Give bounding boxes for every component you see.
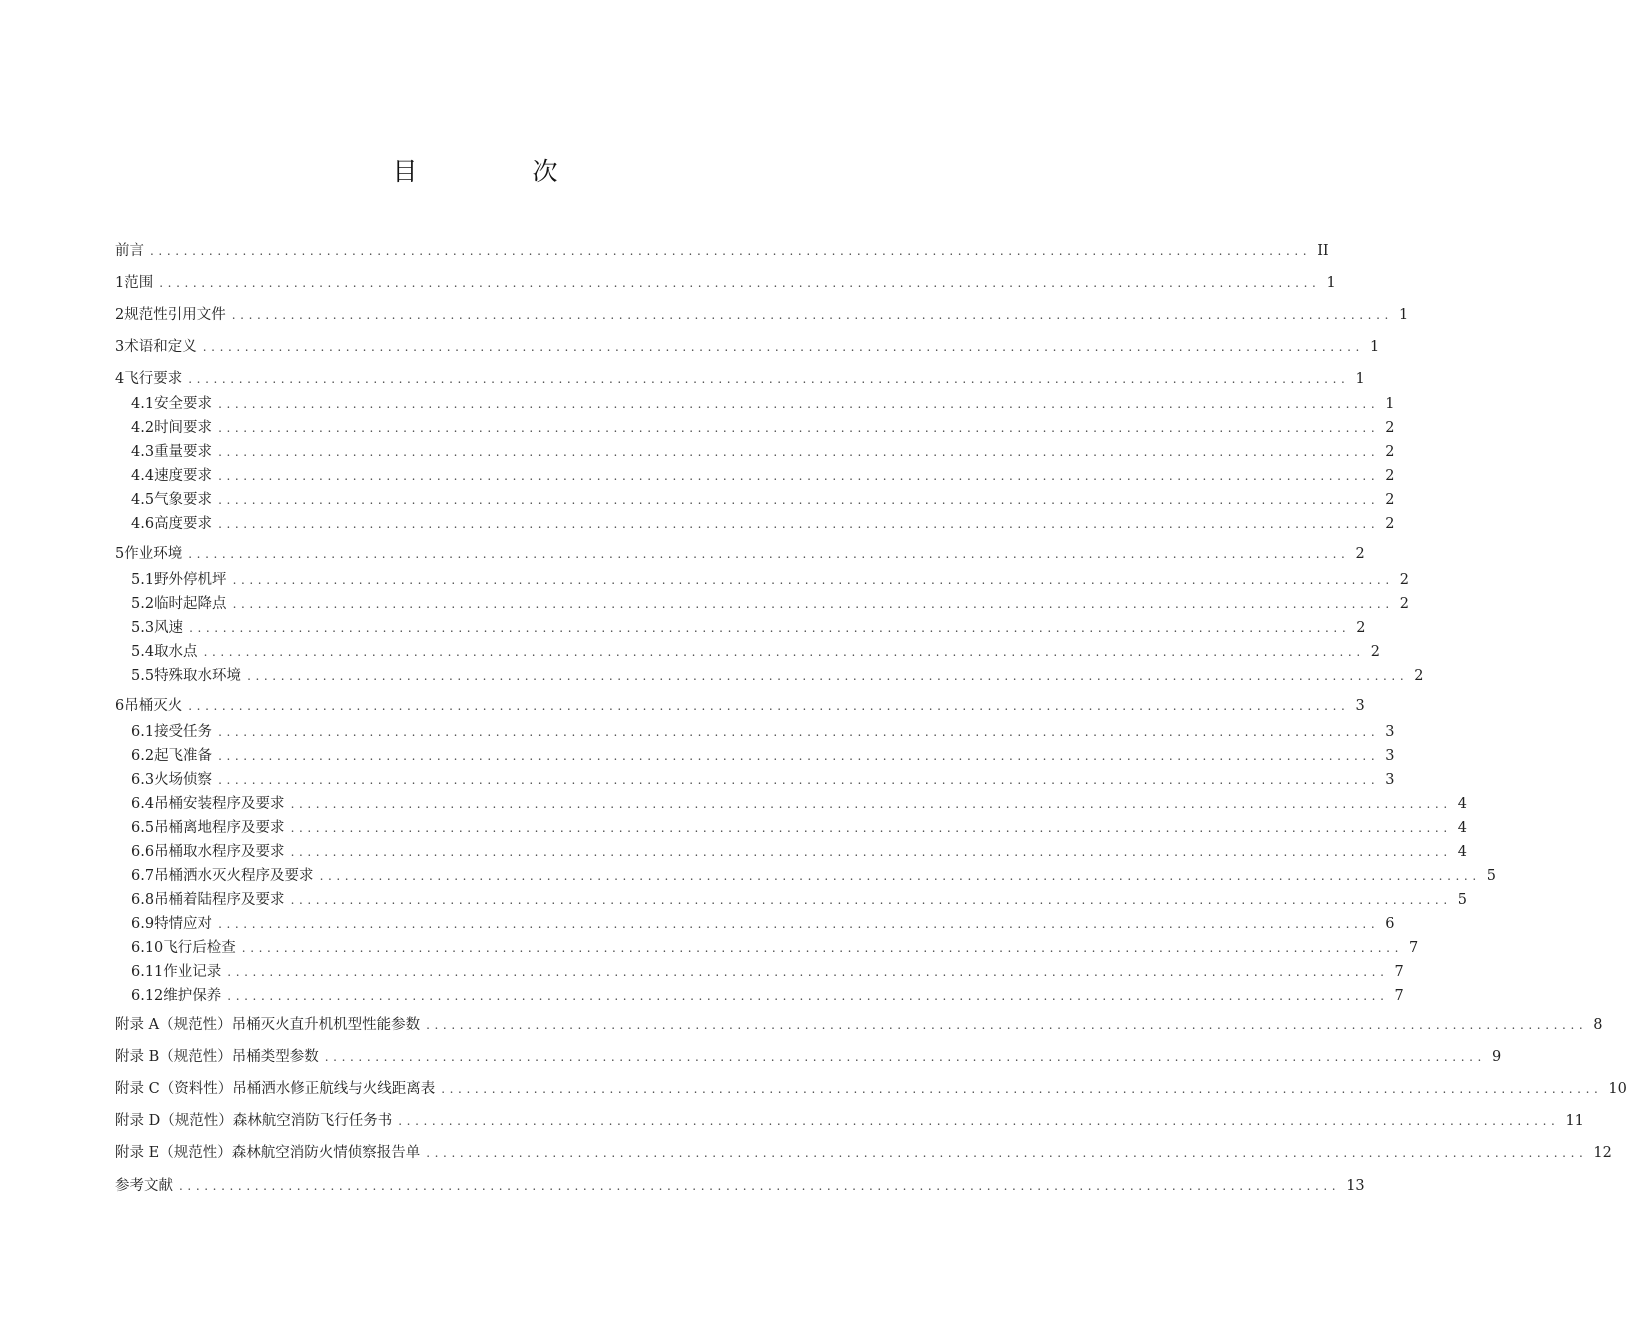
toc-entry-page: 2 bbox=[1399, 572, 1409, 588]
toc-entry-label: 规范性引用文件 bbox=[124, 307, 226, 323]
toc-entry-label: 前言 bbox=[115, 243, 144, 259]
toc-entry-appendix-b[interactable] bbox=[115, 1046, 1502, 1068]
leader-dots: .......................................................................................................................................... bbox=[441, 1082, 1603, 1096]
toc-entry-number: 附录 B（规范性） bbox=[115, 1049, 232, 1065]
leader-dots: .......................................................................................................................................... bbox=[218, 421, 1380, 435]
toc-entry-page: 4 bbox=[1457, 796, 1467, 812]
toc-entry-number: 5.2 bbox=[131, 596, 155, 612]
toc-entry-page: 8 bbox=[1593, 1017, 1603, 1033]
leader-dots: .......................................................................................................................................... bbox=[218, 469, 1380, 483]
toc-entry-label: 吊桶安装程序及要求 bbox=[154, 796, 285, 812]
toc-entry-number: 附录 A（规范性） bbox=[115, 1017, 232, 1033]
leader-dots: .......................................................................................................................................... bbox=[232, 573, 1394, 587]
toc-entry-label: 作业记录 bbox=[163, 964, 222, 980]
toc-entry-label: 火场侦察 bbox=[154, 772, 213, 788]
toc-entry-number: 5 bbox=[115, 546, 125, 562]
leader-dots: .......................................................................................................................................... bbox=[179, 1179, 1341, 1193]
leader-dots: .......................................................................................................................................... bbox=[188, 547, 1350, 561]
toc-entry-appendix-e[interactable] bbox=[115, 1142, 1612, 1164]
toc-entry-6-7[interactable] bbox=[131, 865, 1496, 887]
toc-entry-6-11[interactable] bbox=[131, 961, 1404, 983]
toc-entry-page: 1 bbox=[1369, 339, 1380, 355]
toc-entry-label: 吊桶灭火 bbox=[124, 698, 183, 714]
toc-entry-number: 5.4 bbox=[131, 644, 155, 660]
toc-entry-2[interactable] bbox=[115, 304, 1409, 326]
leader-dots: .......................................................................................................................................... bbox=[290, 845, 1452, 859]
toc-entry-label: 临时起降点 bbox=[154, 596, 227, 612]
leader-dots: .......................................................................................................................................... bbox=[218, 445, 1380, 459]
toc-entry-label: 作业环境 bbox=[124, 546, 183, 562]
toc-entry-label: 吊桶离地程序及要求 bbox=[154, 820, 285, 836]
leader-dots: .......................................................................................................................................... bbox=[202, 340, 1364, 354]
toc-entry-number: 4.4 bbox=[131, 468, 155, 484]
toc-entry-number: 6.7 bbox=[131, 868, 155, 884]
toc-entry-label: 起飞准备 bbox=[154, 748, 213, 764]
toc-entry-number: 3 bbox=[115, 339, 125, 355]
toc-entry-number: 4.2 bbox=[131, 420, 155, 436]
toc-entry-page: 4 bbox=[1457, 820, 1467, 836]
toc-entry-page: 1 bbox=[1385, 396, 1395, 412]
toc-entry-number: 6.9 bbox=[131, 916, 155, 932]
toc-entry-number: 5.3 bbox=[131, 620, 155, 636]
toc-entry-6-2[interactable] bbox=[131, 745, 1395, 767]
toc-entry-label: 飞行要求 bbox=[124, 371, 183, 387]
toc-entry-6-5[interactable] bbox=[131, 817, 1467, 839]
toc-entry-page: 2 bbox=[1385, 444, 1395, 460]
toc-entry-page: 3 bbox=[1355, 698, 1365, 714]
toc-entry-page: 5 bbox=[1486, 868, 1496, 884]
toc-entry-page: 3 bbox=[1385, 748, 1395, 764]
leader-dots: .......................................................................................................................................... bbox=[218, 517, 1380, 531]
toc-entry-preface[interactable] bbox=[115, 240, 1329, 262]
toc-entry-4-3[interactable] bbox=[131, 441, 1395, 463]
toc-entry-label: 高度要求 bbox=[154, 516, 213, 532]
toc-entry-number: 4.5 bbox=[131, 492, 155, 508]
toc-entry-page: 2 bbox=[1399, 596, 1409, 612]
toc-entry-number: 5.5 bbox=[131, 668, 155, 684]
toc-entry-label: 时间要求 bbox=[154, 420, 213, 436]
toc-entry-page: 2 bbox=[1385, 492, 1395, 508]
leader-dots: .......................................................................................................................................... bbox=[203, 645, 1365, 659]
toc-entry-6[interactable] bbox=[115, 695, 1365, 717]
toc-entry-number: 6.3 bbox=[131, 772, 155, 788]
toc-entry-page: 1 bbox=[1398, 307, 1409, 323]
toc-entry-4-6[interactable] bbox=[131, 513, 1395, 535]
toc-entry-page: 1 bbox=[1326, 275, 1336, 291]
leader-dots: .......................................................................................................................................... bbox=[290, 893, 1452, 907]
leader-dots: .......................................................................................................................................... bbox=[426, 1146, 1588, 1160]
toc-entry-number: 1 bbox=[115, 275, 125, 291]
toc-entry-number: 6.12 bbox=[131, 988, 164, 1004]
leader-dots: .......................................................................................................................................... bbox=[247, 669, 1409, 683]
toc-entry-label: 飞行后检查 bbox=[163, 940, 236, 956]
leader-dots: .......................................................................................................................................... bbox=[426, 1018, 1588, 1032]
leader-dots: .......................................................................................................................................... bbox=[319, 869, 1481, 883]
leader-dots: .......................................................................................................................................... bbox=[290, 821, 1452, 835]
toc-entry-number: 6 bbox=[115, 698, 125, 714]
toc-entry-number: 6.2 bbox=[131, 748, 155, 764]
toc-entry-number: 4.6 bbox=[131, 516, 155, 532]
toc-entry-number: 附录 E（规范性） bbox=[115, 1145, 232, 1161]
leader-dots: .......................................................................................................................................... bbox=[241, 941, 1403, 955]
toc-entry-label: 吊桶类型参数 bbox=[231, 1049, 319, 1065]
toc-entry-number: 附录 D（规范性） bbox=[115, 1113, 233, 1129]
toc-entry-5-5[interactable] bbox=[131, 665, 1424, 687]
leader-dots: .......................................................................................................................................... bbox=[189, 621, 1351, 635]
toc-entry-label: 特殊取水环境 bbox=[154, 668, 242, 684]
toc-entry-number: 2 bbox=[115, 307, 125, 323]
toc-entry-label: 重量要求 bbox=[154, 444, 213, 460]
leader-dots: .......................................................................................................................................... bbox=[232, 597, 1394, 611]
toc-entry-6-4[interactable] bbox=[131, 793, 1467, 815]
toc-entry-5-1[interactable] bbox=[131, 569, 1409, 591]
toc-entry-number: 4.3 bbox=[131, 444, 155, 460]
toc-entry-label: 气象要求 bbox=[154, 492, 213, 508]
toc-entry-label: 吊桶洒水修正航线与火线距离表 bbox=[232, 1081, 436, 1097]
toc-entry-5-3[interactable] bbox=[131, 617, 1366, 639]
toc-entry-page: 2 bbox=[1385, 420, 1395, 436]
leader-dots: .......................................................................................................................................... bbox=[218, 917, 1380, 931]
toc-entry-page: 2 bbox=[1385, 468, 1395, 484]
toc-entry-6-10[interactable] bbox=[131, 937, 1419, 959]
toc-entry-6-8[interactable] bbox=[131, 889, 1467, 911]
toc-entry-5[interactable] bbox=[115, 543, 1365, 565]
leader-dots: .......................................................................................................................................... bbox=[218, 493, 1380, 507]
toc-entry-label: 维护保养 bbox=[163, 988, 222, 1004]
leader-dots: .......................................................................................................................................... bbox=[218, 749, 1380, 763]
toc-entry-page: 2 bbox=[1356, 620, 1366, 636]
toc-entry-references[interactable] bbox=[115, 1175, 1365, 1197]
toc-entry-label: 范围 bbox=[124, 275, 154, 291]
toc-entry-label: 吊桶洒水灭火程序及要求 bbox=[154, 868, 314, 884]
toc-entry-label: 森林航空消防飞行任务书 bbox=[232, 1113, 393, 1129]
toc-entry-page: II bbox=[1317, 243, 1329, 259]
toc-entry-label: 取水点 bbox=[154, 644, 198, 660]
toc-entry-page: 2 bbox=[1370, 644, 1380, 660]
leader-dots: .......................................................................................................................................... bbox=[188, 699, 1350, 713]
leader-dots: .......................................................................................................................................... bbox=[227, 989, 1389, 1003]
toc-entry-page: 4 bbox=[1457, 844, 1467, 860]
toc-entry-4-4[interactable] bbox=[131, 465, 1395, 487]
toc-entry-number: 6.11 bbox=[131, 964, 164, 980]
toc-entry-number: 附录 C（资料性） bbox=[115, 1081, 233, 1097]
toc-entry-label: 吊桶着陆程序及要求 bbox=[154, 892, 285, 908]
toc-entry-label: 森林航空消防火情侦察报告单 bbox=[231, 1145, 421, 1161]
toc-entry-6-1[interactable] bbox=[131, 721, 1395, 743]
leader-dots: .......................................................................................................................................... bbox=[218, 773, 1380, 787]
toc-entry-4[interactable] bbox=[115, 368, 1365, 390]
toc-entry-page: 13 bbox=[1346, 1178, 1365, 1194]
leader-dots: .......................................................................................................................................... bbox=[290, 797, 1452, 811]
toc-entry-page: 3 bbox=[1385, 724, 1395, 740]
toc-entry-6-6[interactable] bbox=[131, 841, 1467, 863]
toc-entry-appendix-d[interactable] bbox=[115, 1110, 1584, 1132]
toc-entry-number: 6.6 bbox=[131, 844, 155, 860]
toc-entry-label: 吊桶取水程序及要求 bbox=[154, 844, 285, 860]
toc-entry-number: 6.5 bbox=[131, 820, 155, 836]
leader-dots: .......................................................................................................................................... bbox=[188, 372, 1350, 386]
toc-entry-label: 安全要求 bbox=[154, 396, 213, 412]
toc-entry-label: 速度要求 bbox=[154, 468, 213, 484]
toc-entry-page: 11 bbox=[1565, 1113, 1584, 1129]
toc-entry-appendix-c[interactable] bbox=[115, 1078, 1627, 1100]
toc-entry-4-1[interactable] bbox=[131, 393, 1395, 415]
toc-entry-label: 特情应对 bbox=[154, 916, 213, 932]
toc-entry-5-2[interactable] bbox=[131, 593, 1409, 615]
toc-entry-5-4[interactable] bbox=[131, 641, 1380, 663]
toc-entry-page: 2 bbox=[1414, 668, 1424, 684]
toc-entry-number: 4 bbox=[115, 371, 125, 387]
toc-entry-4-2[interactable] bbox=[131, 417, 1395, 439]
leader-dots: .......................................................................................................................................... bbox=[150, 244, 1312, 258]
toc-entry-4-5[interactable] bbox=[131, 489, 1395, 511]
toc-entry-page: 3 bbox=[1385, 772, 1395, 788]
toc-entry-label: 术语和定义 bbox=[124, 339, 197, 355]
toc-entry-page: 2 bbox=[1385, 516, 1395, 532]
toc-entry-6-9[interactable] bbox=[131, 913, 1395, 935]
toc-entry-3[interactable] bbox=[115, 336, 1380, 358]
leader-dots: .......................................................................................................................................... bbox=[159, 276, 1321, 290]
toc-entry-page: 7 bbox=[1409, 940, 1419, 956]
toc-entry-number: 5.1 bbox=[131, 572, 155, 588]
toc-entry-page: 6 bbox=[1385, 916, 1395, 932]
toc-entry-page: 9 bbox=[1491, 1049, 1502, 1065]
toc-entry-label: 参考文献 bbox=[115, 1178, 173, 1194]
toc-entry-appendix-a[interactable] bbox=[115, 1014, 1603, 1036]
leader-dots: .......................................................................................................................................... bbox=[398, 1114, 1560, 1128]
leader-dots: .......................................................................................................................................... bbox=[227, 965, 1389, 979]
toc-entry-page: 1 bbox=[1355, 371, 1365, 387]
toc-entry-label: 野外停机坪 bbox=[154, 572, 227, 588]
toc-entry-page: 7 bbox=[1394, 988, 1404, 1004]
toc-entry-page: 2 bbox=[1355, 546, 1365, 562]
page-title: 目 次 bbox=[392, 157, 603, 186]
toc-entry-6-12[interactable] bbox=[131, 985, 1404, 1007]
toc-entry-page: 12 bbox=[1593, 1145, 1612, 1161]
toc-entry-number: 6.4 bbox=[131, 796, 155, 812]
toc-entry-label: 接受任务 bbox=[154, 724, 213, 740]
toc-entry-1[interactable] bbox=[115, 272, 1336, 294]
toc-entry-6-3[interactable] bbox=[131, 769, 1395, 791]
toc-entry-label: 风速 bbox=[154, 620, 184, 636]
toc-entry-number: 6.10 bbox=[131, 940, 164, 956]
toc-entry-number: 6.8 bbox=[131, 892, 155, 908]
leader-dots: .......................................................................................................................................... bbox=[324, 1050, 1486, 1064]
leader-dots: .......................................................................................................................................... bbox=[218, 397, 1380, 411]
toc-entry-number: 4.1 bbox=[131, 396, 155, 412]
toc-entry-page: 10 bbox=[1608, 1081, 1627, 1097]
toc-entry-label: 吊桶灭火直升机机型性能参数 bbox=[231, 1017, 421, 1033]
leader-dots: .......................................................................................................................................... bbox=[231, 308, 1393, 322]
toc-entry-page: 7 bbox=[1394, 964, 1404, 980]
toc-entry-number: 6.1 bbox=[131, 724, 155, 740]
toc-entry-page: 5 bbox=[1457, 892, 1467, 908]
leader-dots: .......................................................................................................................................... bbox=[218, 725, 1380, 739]
